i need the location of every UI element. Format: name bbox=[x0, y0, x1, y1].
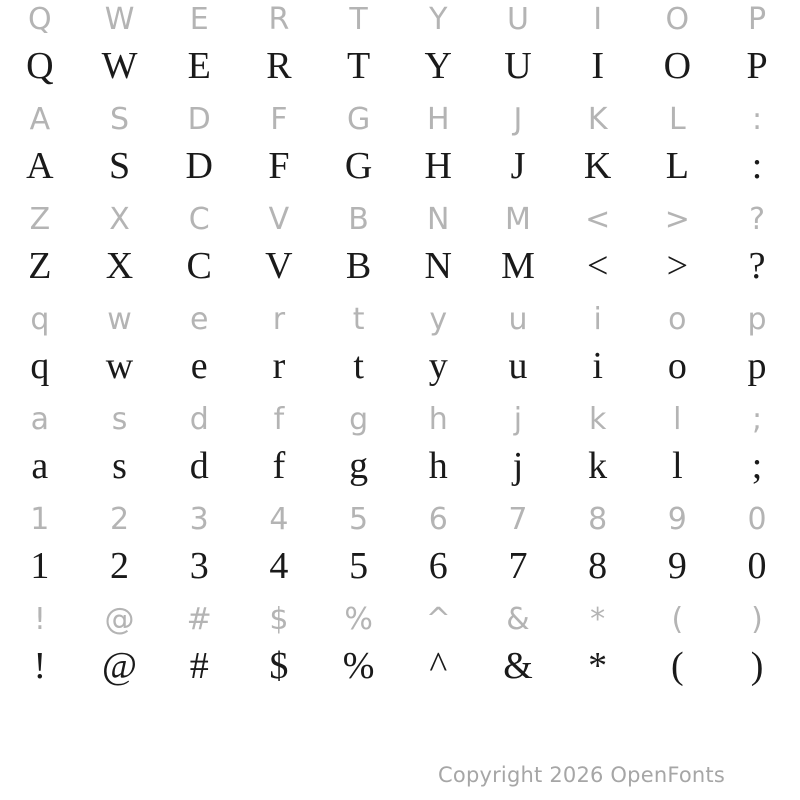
reference-glyph: j bbox=[513, 402, 523, 437]
preview-glyph: 9 bbox=[667, 545, 687, 587]
reference-glyph: T bbox=[349, 2, 368, 37]
reference-glyph: G bbox=[346, 102, 371, 137]
preview-glyph: 7 bbox=[508, 545, 528, 587]
reference-glyph: I bbox=[593, 2, 603, 37]
specimen-row-reference bbox=[0, 500, 797, 540]
preview-glyph: ? bbox=[748, 245, 766, 287]
preview-glyph: ( bbox=[671, 645, 684, 687]
reference-glyph: ! bbox=[33, 602, 46, 637]
preview-glyph: e bbox=[190, 345, 208, 387]
specimen-row-reference bbox=[0, 400, 797, 440]
preview-glyph: g bbox=[349, 445, 369, 487]
reference-glyph: 6 bbox=[428, 502, 448, 537]
preview-glyph: ! bbox=[33, 645, 47, 687]
preview-glyph: G bbox=[344, 145, 373, 187]
specimen-row-reference bbox=[0, 100, 797, 140]
specimen-row-preview bbox=[0, 540, 797, 600]
reference-glyph: B bbox=[348, 202, 369, 237]
reference-glyph: k bbox=[588, 402, 607, 437]
preview-glyph: $ bbox=[269, 645, 289, 687]
preview-glyph: j bbox=[512, 445, 524, 487]
preview-glyph: T bbox=[346, 45, 371, 87]
reference-glyph: R bbox=[268, 2, 290, 37]
specimen-row-preview bbox=[0, 440, 797, 500]
reference-glyph: < bbox=[585, 202, 611, 237]
preview-glyph: A bbox=[26, 145, 54, 187]
reference-glyph: : bbox=[751, 102, 763, 137]
preview-glyph: R bbox=[266, 45, 292, 87]
reference-glyph: 1 bbox=[30, 502, 50, 537]
preview-glyph: w bbox=[105, 345, 134, 387]
copyright-text: Copyright 2026 OpenFonts bbox=[438, 763, 725, 787]
reference-glyph: X bbox=[109, 202, 130, 237]
preview-glyph: & bbox=[503, 645, 533, 687]
preview-glyph: s bbox=[112, 445, 127, 487]
reference-glyph: y bbox=[429, 302, 448, 337]
reference-glyph: q bbox=[30, 302, 50, 337]
preview-glyph: ^ bbox=[429, 645, 448, 687]
reference-glyph: A bbox=[29, 102, 51, 137]
specimen-row-preview bbox=[0, 640, 797, 700]
preview-glyph: O bbox=[663, 45, 692, 87]
reference-glyph: U bbox=[506, 2, 529, 37]
reference-glyph: 8 bbox=[588, 502, 608, 537]
preview-glyph: X bbox=[105, 245, 134, 287]
reference-glyph: ( bbox=[671, 602, 684, 637]
reference-glyph: i bbox=[593, 302, 602, 337]
preview-glyph: d bbox=[189, 445, 209, 487]
reference-glyph: f bbox=[273, 402, 285, 437]
reference-glyph: V bbox=[268, 202, 290, 237]
preview-glyph: u bbox=[508, 345, 528, 387]
preview-glyph: N bbox=[424, 245, 452, 287]
preview-glyph: 0 bbox=[747, 545, 767, 587]
preview-glyph: # bbox=[189, 645, 209, 687]
preview-glyph: Z bbox=[28, 245, 52, 287]
reference-glyph: K bbox=[587, 102, 608, 137]
reference-glyph: t bbox=[352, 302, 365, 337]
preview-glyph: a bbox=[31, 445, 49, 487]
reference-glyph: E bbox=[189, 2, 209, 37]
specimen-row-reference bbox=[0, 200, 797, 240]
reference-glyph: Y bbox=[429, 2, 448, 37]
preview-glyph: h bbox=[428, 445, 448, 487]
reference-glyph: H bbox=[427, 102, 450, 137]
preview-glyph: 1 bbox=[30, 545, 50, 587]
preview-glyph: p bbox=[747, 345, 767, 387]
reference-glyph: o bbox=[668, 302, 687, 337]
specimen-row-preview bbox=[0, 140, 797, 200]
specimen-row-preview bbox=[0, 240, 797, 300]
reference-glyph: F bbox=[270, 102, 288, 137]
preview-glyph: E bbox=[187, 45, 211, 87]
preview-glyph: 6 bbox=[428, 545, 448, 587]
preview-glyph: 4 bbox=[269, 545, 289, 587]
reference-glyph: ^ bbox=[425, 602, 451, 637]
reference-glyph: 0 bbox=[747, 502, 767, 537]
preview-glyph: t bbox=[353, 345, 364, 387]
preview-glyph: I bbox=[591, 45, 604, 87]
reference-glyph: 9 bbox=[667, 502, 687, 537]
preview-glyph: V bbox=[265, 245, 293, 287]
reference-glyph: O bbox=[665, 2, 690, 37]
preview-glyph: 3 bbox=[189, 545, 209, 587]
preview-glyph: W bbox=[101, 45, 138, 87]
reference-glyph: 3 bbox=[189, 502, 209, 537]
reference-glyph: Z bbox=[29, 202, 51, 237]
preview-glyph: S bbox=[108, 145, 131, 187]
preview-glyph: 8 bbox=[588, 545, 608, 587]
reference-glyph: % bbox=[344, 602, 373, 637]
reference-glyph: * bbox=[590, 602, 606, 637]
preview-glyph: % bbox=[342, 645, 375, 687]
reference-glyph: D bbox=[187, 102, 211, 137]
specimen-row-preview bbox=[0, 40, 797, 100]
reference-glyph: C bbox=[188, 202, 210, 237]
reference-glyph: N bbox=[427, 202, 450, 237]
preview-glyph: * bbox=[588, 645, 608, 687]
preview-glyph: k bbox=[588, 445, 608, 487]
reference-glyph: S bbox=[110, 102, 130, 137]
reference-glyph: 4 bbox=[269, 502, 289, 537]
reference-glyph: l bbox=[673, 402, 682, 437]
preview-glyph: r bbox=[272, 345, 286, 387]
reference-glyph: r bbox=[272, 302, 286, 337]
preview-glyph: M bbox=[501, 245, 535, 287]
reference-glyph: ; bbox=[751, 402, 763, 437]
preview-glyph: q bbox=[30, 345, 50, 387]
preview-glyph: Y bbox=[424, 45, 452, 87]
specimen-row-reference bbox=[0, 300, 797, 340]
specimen-row-reference bbox=[0, 0, 797, 40]
reference-glyph: W bbox=[104, 2, 135, 37]
preview-glyph: H bbox=[424, 145, 452, 187]
specimen-row-preview bbox=[0, 340, 797, 400]
reference-glyph: h bbox=[428, 402, 448, 437]
reference-glyph: 7 bbox=[508, 502, 528, 537]
specimen-row-reference bbox=[0, 600, 797, 640]
reference-glyph: s bbox=[111, 402, 128, 437]
reference-glyph: 2 bbox=[109, 502, 130, 537]
reference-glyph: @ bbox=[104, 602, 135, 637]
preview-glyph: P bbox=[746, 45, 768, 87]
reference-glyph: P bbox=[747, 2, 767, 37]
preview-glyph: < bbox=[586, 245, 609, 287]
reference-glyph: > bbox=[664, 202, 690, 237]
reference-glyph: ) bbox=[751, 602, 763, 637]
reference-glyph: & bbox=[506, 602, 530, 637]
preview-glyph: Q bbox=[26, 45, 54, 87]
reference-glyph: u bbox=[508, 302, 528, 337]
preview-glyph: 5 bbox=[349, 545, 369, 587]
preview-glyph: D bbox=[185, 145, 213, 187]
reference-glyph: $ bbox=[269, 602, 289, 637]
preview-glyph: i bbox=[592, 345, 603, 387]
reference-glyph: L bbox=[668, 102, 686, 137]
preview-glyph: > bbox=[666, 245, 689, 287]
reference-glyph: g bbox=[349, 402, 369, 437]
reference-glyph: p bbox=[747, 302, 767, 337]
reference-glyph: # bbox=[186, 602, 212, 637]
preview-glyph: : bbox=[751, 145, 763, 187]
preview-glyph: l bbox=[672, 445, 683, 487]
reference-glyph: 5 bbox=[349, 502, 369, 537]
reference-glyph: d bbox=[189, 402, 209, 437]
preview-glyph: o bbox=[667, 345, 687, 387]
reference-glyph: a bbox=[30, 402, 50, 437]
preview-glyph: @ bbox=[102, 645, 138, 687]
reference-glyph: ? bbox=[749, 202, 765, 237]
preview-glyph: y bbox=[428, 345, 448, 387]
reference-glyph: w bbox=[107, 302, 132, 337]
preview-glyph: F bbox=[268, 145, 290, 187]
preview-glyph: L bbox=[665, 145, 689, 187]
reference-glyph: M bbox=[505, 202, 531, 237]
reference-glyph: J bbox=[513, 102, 523, 137]
reference-glyph: e bbox=[189, 302, 209, 337]
reference-glyph: Q bbox=[28, 2, 52, 37]
preview-glyph: U bbox=[504, 45, 532, 87]
preview-glyph: f bbox=[272, 445, 286, 487]
preview-glyph: J bbox=[510, 145, 526, 187]
preview-glyph: K bbox=[583, 145, 612, 187]
preview-glyph: B bbox=[345, 245, 372, 287]
preview-glyph: 2 bbox=[110, 545, 130, 587]
preview-glyph: ) bbox=[750, 645, 764, 687]
preview-glyph: ; bbox=[751, 445, 763, 487]
preview-glyph: C bbox=[186, 245, 212, 287]
